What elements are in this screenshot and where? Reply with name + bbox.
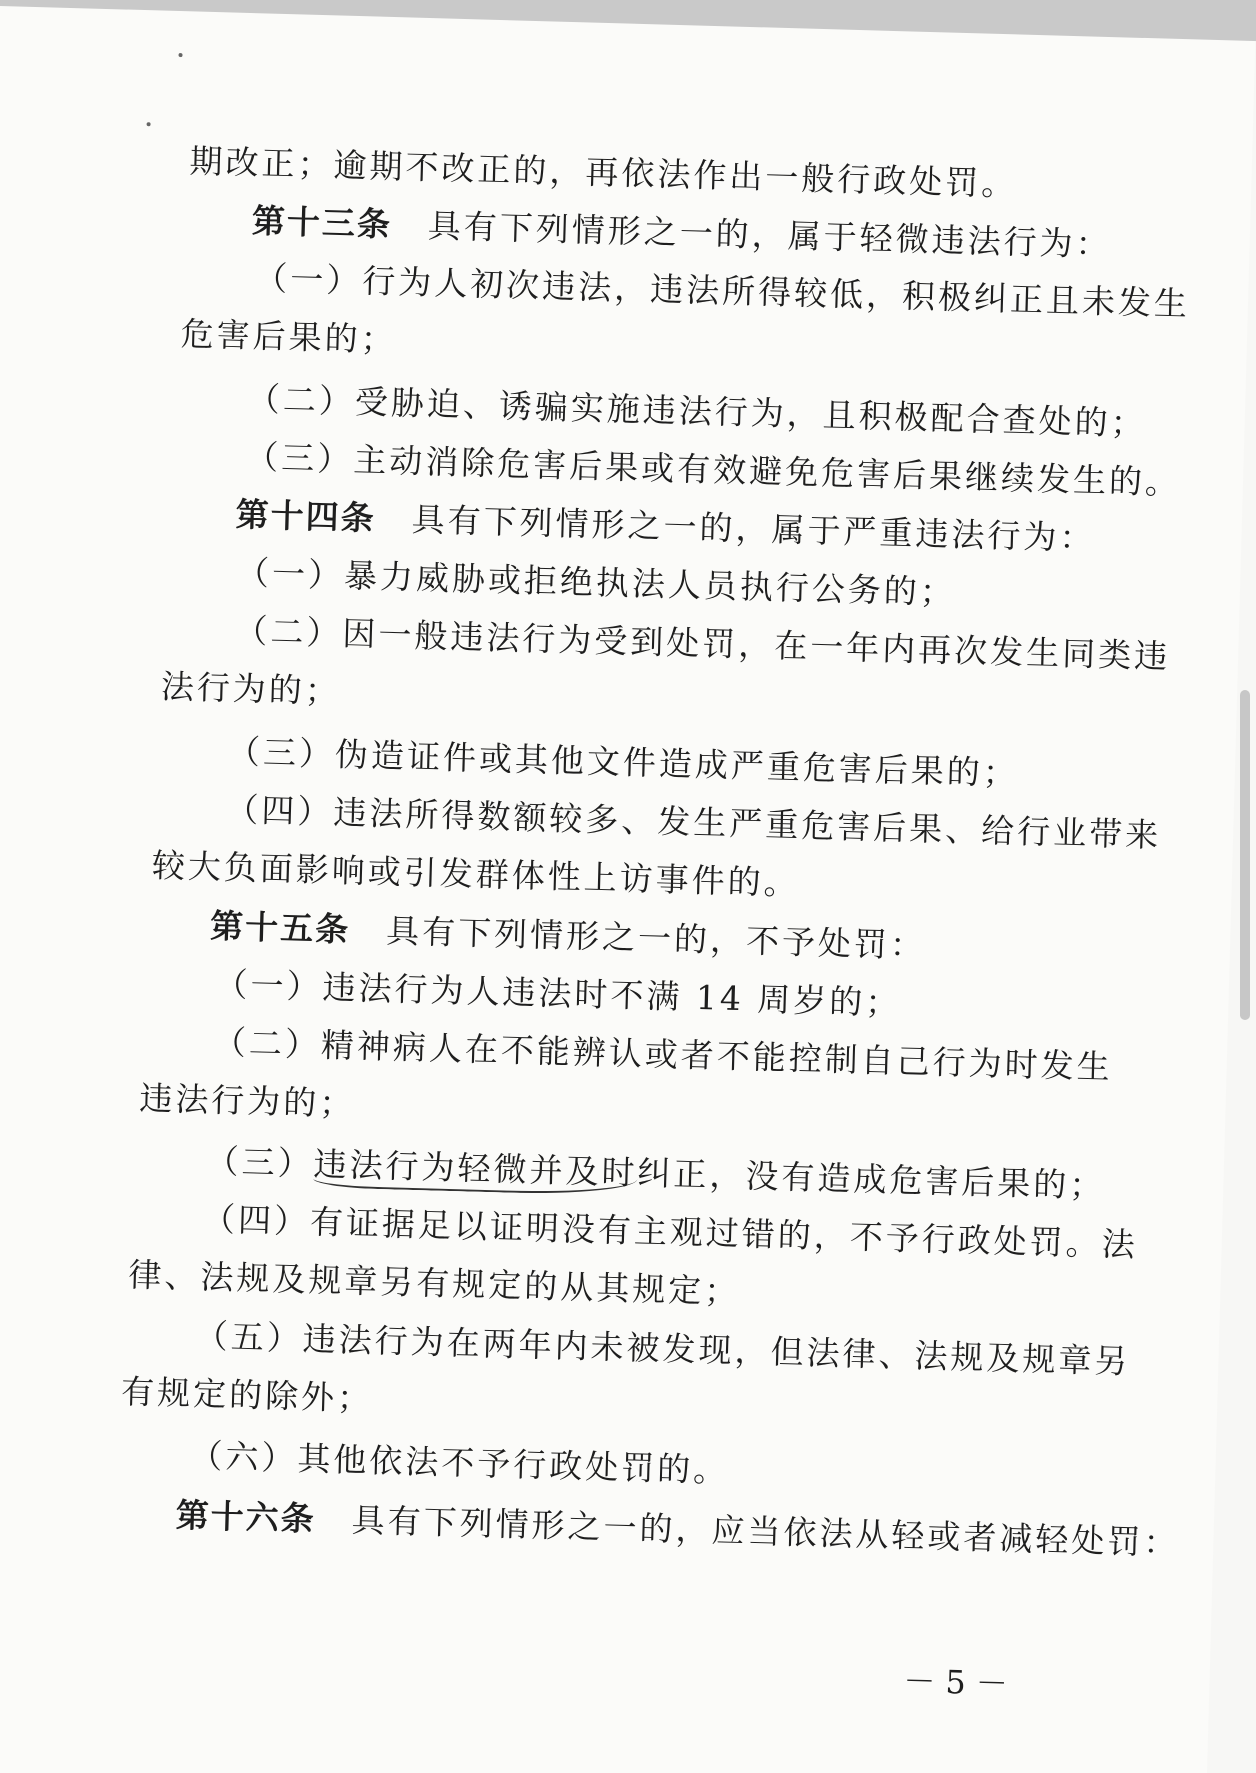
article-text: 具有下列情形之一的，属于严重违法行为：: [411, 499, 1096, 558]
article-16-line: [175, 1496, 1180, 1564]
text-line: （三）主动消除危害后果或有效避免危害后果继续发生的。: [244, 437, 1182, 503]
item-prefix: （三）: [205, 1141, 315, 1184]
text-line: 律、法规及规章另有规定的从其规定；: [127, 1255, 741, 1312]
text-line: （一）暴力威胁或拒绝执法人员执行公务的；: [235, 552, 957, 612]
article-text: 具有下列情形之一的，属于轻微违法行为：: [427, 206, 1113, 265]
article-text: 具有下列情形之一的，应当依法从轻或者减轻处罚：: [351, 1500, 1180, 1563]
article-text: 具有下列情形之一的，不予处罚：: [385, 911, 927, 966]
article-heading: 第十六条: [175, 1495, 317, 1539]
text-line: （一）行为人初次违法，违法所得较低，积极纠正且未发生: [253, 258, 1191, 324]
text-line: （四）违法所得数额较多、发生严重危害后果、给行业带来: [224, 789, 1162, 855]
text-line: 违法行为的；: [138, 1078, 356, 1124]
scan-speck: [178, 53, 182, 57]
article-15-line: [210, 906, 927, 966]
text-line: 危害后果的；: [180, 314, 398, 360]
scrollbar[interactable]: [1240, 690, 1250, 1020]
article-heading: 第十五条: [209, 906, 351, 950]
text-line: 期改正；逾期不改正的，再依法作出一般行政处罚。: [189, 141, 1018, 204]
scan-speck: [147, 122, 151, 126]
text-line: （二）因一般违法行为受到处罚，在一年内再次发生同类违: [233, 610, 1171, 676]
viewer-top-bar: [0, 0, 1256, 42]
text-line: （一）违法行为人违法时不满 14 周岁的；: [214, 964, 902, 1023]
text-line: （四）有证据足以证明没有主观过错的，不予行政处罚。法: [201, 1199, 1139, 1265]
text-line: （二）受胁迫、诱骗实施违法行为，且积极配合查处的；: [246, 379, 1148, 444]
page-number: －5－: [902, 1661, 1019, 1704]
text-line: （二）精神病人在不能辨认或者不能控制自己行为时发生: [212, 1022, 1114, 1087]
article-13-line: [251, 201, 1112, 265]
article-heading: 第十四条: [235, 494, 377, 538]
handwritten-underline: 违法行为轻微并及时: [313, 1144, 638, 1196]
item-text: 纠正，没有造成危害后果的；: [636, 1153, 1106, 1206]
text-line: （六）其他依法不予行政处罚的。: [188, 1435, 730, 1490]
text-line: 法行为的；: [160, 666, 342, 711]
text-line: [205, 1141, 1106, 1206]
article-heading: 第十三条: [251, 201, 393, 245]
text-line: （三）伪造证件或其他文件造成严重危害后果的；: [226, 731, 1020, 793]
text-line: 较大负面影响或引发群体性上访事件的。: [151, 845, 801, 903]
article-14-line: [235, 495, 1096, 559]
text-line: 有规定的除外；: [120, 1371, 374, 1418]
text-line: （五）违法行为在两年内未被发现，但法律、法规及规章另: [194, 1315, 1131, 1382]
